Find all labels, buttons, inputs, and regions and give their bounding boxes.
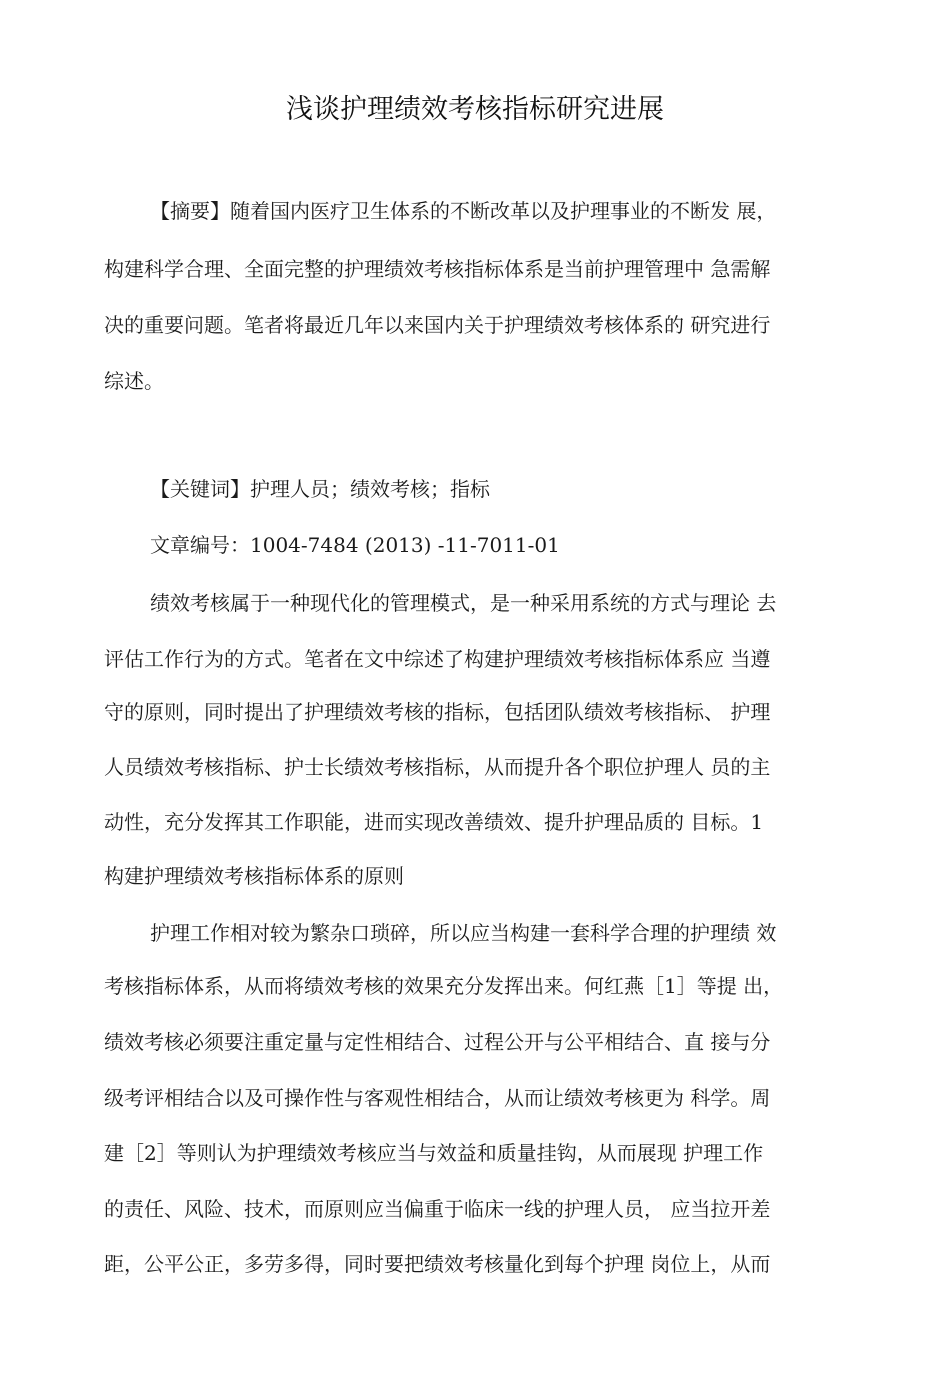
document-title: 浅谈护理绩效考核指标研究进展 (286, 94, 664, 125)
paragraph1-text-3: 守的原则，同时提出了护理绩效考核的指标，包括团队绩效考核指标、 护理 (104, 700, 771, 724)
paragraph2-text-4: 级考评相结合以及可操作性与客观性相结合，从而让绩效考核更为 科学。周 (104, 1086, 771, 1110)
paragraph1-text-4: 人员绩效考核指标、护士长绩效考核指标，从而提升各个职位护理人 员的主 (104, 755, 771, 779)
abstract-text-3: 决的重要问题。笔者将最近几年以来国内关于护理绩效考核体系的 研究进行 (104, 313, 771, 337)
abstract-text-4: 综述。 (104, 369, 164, 393)
paragraph2-text-6: 的责任、风险、技术，而原则应当偏重于临床一线的护理人员， 应当拉开差 (104, 1197, 771, 1221)
paragraph2-text-7: 距，公平公正，多劳多得，同时要把绩效考核量化到每个护理 岗位上，从而 (104, 1252, 771, 1276)
abstract-text-1: 【摘要】随着国内医疗卫生体系的不断改革以及护理事业的不断发 展， (150, 199, 777, 223)
paragraph2-text-1: 护理工作相对较为繁杂口琐碎，所以应当构建一套科学合理的护理绩 效 (150, 921, 777, 945)
abstract-text-2: 构建科学合理、全面完整的护理绩效考核指标体系是当前护理管理中 急需解 (104, 257, 771, 281)
paragraph1-text-2: 评估工作行为的方式。笔者在文中综述了构建护理绩效考核指标体系应 当遵 (104, 647, 771, 671)
paragraph2-text-3: 绩效考核必须要注重定量与定性相结合、过程公开与公平相结合、直 接与分 (104, 1030, 771, 1054)
article-number-text: 文章编号：1004-7484 (2013) -11-7011-01 (150, 533, 560, 557)
keywords-text: 【关键词】护理人员；绩效考核；指标 (150, 477, 490, 501)
paragraph2-text-5: 建［2］等则认为护理绩效考核应当与效益和质量挂钩，从而展现 护理工作 (104, 1141, 764, 1165)
paragraph1-text-1: 绩效考核属于一种现代化的管理模式，是一种采用系统的方式与理论 去 (150, 591, 777, 615)
paragraph1-text-6: 构建护理绩效考核指标体系的原则 (104, 864, 404, 888)
paragraph1-text-5: 动性，充分发挥其工作职能，进而实现改善绩效、提升护理品质的 目标。1 (104, 810, 764, 834)
paragraph2-text-2: 考核指标体系，从而将绩效考核的效果充分发挥出来。何红燕［1］等提 出， (104, 974, 784, 998)
